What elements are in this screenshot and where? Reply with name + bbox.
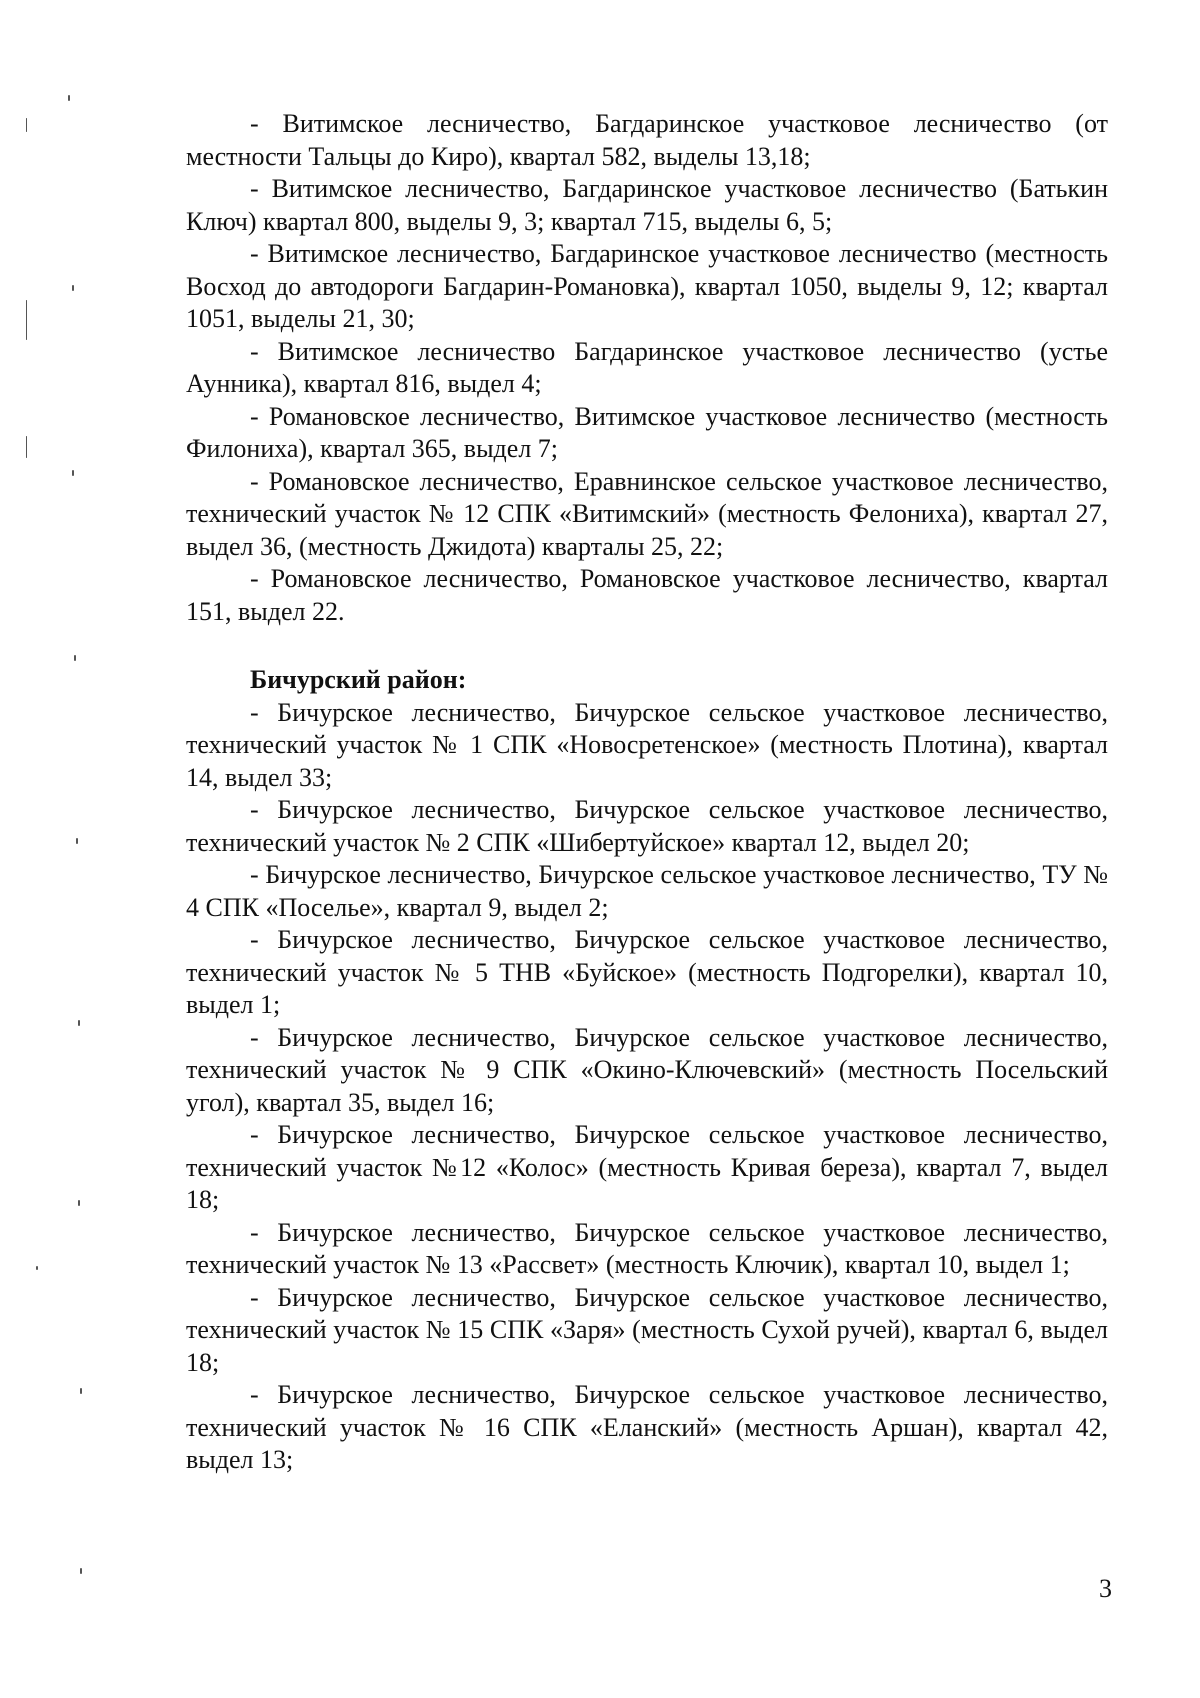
- list-item: - Бичурское лесничество, Бичурское сельское участковое лесничество, технический участок № 15 СПК «Заря» (местность Сухой ручей), квартал 6, выдел 18;: [186, 1282, 1108, 1377]
- scan-mark: [78, 1200, 80, 1206]
- list-item: - Витимское лесничество, Багдаринское участковое лесничество (Батькин Ключ) квартал 800, выделы 9, 3; квартал 715, выделы 6, 5;: [186, 174, 1108, 236]
- scan-mark: [26, 118, 27, 132]
- list-item: - Витимское лесничество Багдаринское участковое лесничество (устье Аунника), квартал 816, выдел 4;: [186, 336, 1108, 398]
- list-item: - Бичурское лесничество, Бичурское сельское участковое лесничество, технический участок № 16 СПК «Еланский» (местность Аршан), квартал 42, выдел 13;: [186, 1380, 1108, 1474]
- scan-margin-marks: [0, 0, 120, 1698]
- scan-mark: [80, 1388, 82, 1394]
- scan-mark: [74, 655, 76, 661]
- list-item: - Романовское лесничество, Витимское участковое лесничество (местность Филониха), квартал 365, выдел 7;: [186, 401, 1108, 463]
- scan-mark: [72, 285, 74, 291]
- list-item: - Романовское лесничество, Романовское участковое лесничество, квартал 151, выдел 22.: [186, 564, 1108, 626]
- scan-mark: [68, 95, 70, 101]
- list-item: - Бичурское лесничество, Бичурское сельское участковое лесничество, технический участок № 9 СПК «Окино-Ключевский» (местность Посельский угол), квартал 35, выдел 16;: [186, 1022, 1108, 1117]
- list-item: - Бичурское лесничество, Бичурское сельское участковое лесничество, ТУ № 4 СПК «Поселье», квартал 9, выдел 2;: [186, 860, 1108, 922]
- bichura-section: [186, 664, 1108, 1477]
- scan-mark: [72, 470, 74, 476]
- page-number: 3: [1099, 1574, 1112, 1603]
- list-item: - Витимское лесничество, Багдаринское участковое лесничество (от местности Тальцы до Киро), квартал 582, выделы 13,18;: [186, 109, 1108, 171]
- scan-mark: [80, 1568, 82, 1574]
- list-item: - Романовское лесничество, Еравнинское сельское участковое лесничество, технический участок № 12 СПК «Витимский» (местность Фелониха), квартал 27, выдел 36, (местность Джидота) кварталы 25, 22;: [186, 466, 1108, 561]
- scan-mark: [76, 838, 78, 844]
- vitim-section: [186, 108, 1108, 628]
- scan-mark: [26, 436, 27, 458]
- list-item: - Бичурское лесничество, Бичурское сельское участковое лесничество, технический участок № 2 СПК «Шибертуйское» квартал 12, выдел 20;: [186, 795, 1108, 857]
- list-item: - Бичурское лесничество, Бичурское сельское участковое лесничество, технический участок №12 «Колос» (местность Кривая береза), квартал 7, выдел 18;: [186, 1120, 1108, 1214]
- document-body: [186, 108, 1108, 1477]
- list-item: - Бичурское лесничество, Бичурское сельское участковое лесничество, технический участок № 1 СПК «Новосретенское» (местность Плотина), квартал 14, выдел 33;: [186, 697, 1108, 792]
- scan-mark: [26, 300, 27, 340]
- list-item: - Бичурское лесничество, Бичурское сельское участковое лесничество, технический участок № 5 ТНВ «Буйское» (местность Подгорелки), квартал 10, выдел 1;: [186, 925, 1108, 1019]
- scan-mark: [78, 1020, 80, 1026]
- section-heading: Бичурский район:: [250, 665, 467, 694]
- scan-mark: [36, 1266, 38, 1270]
- list-item: - Бичурское лесничество, Бичурское сельское участковое лесничество, технический участок № 13 «Рассвет» (местность Ключик), квартал 10, выдел 1;: [186, 1217, 1108, 1279]
- list-item: - Витимское лесничество, Багдаринское участковое лесничество (местность Восход до автодороги Багдарин-Романовка), квартал 1050, выделы 9, 12; квартал 1051, выделы 21, 30;: [186, 239, 1108, 333]
